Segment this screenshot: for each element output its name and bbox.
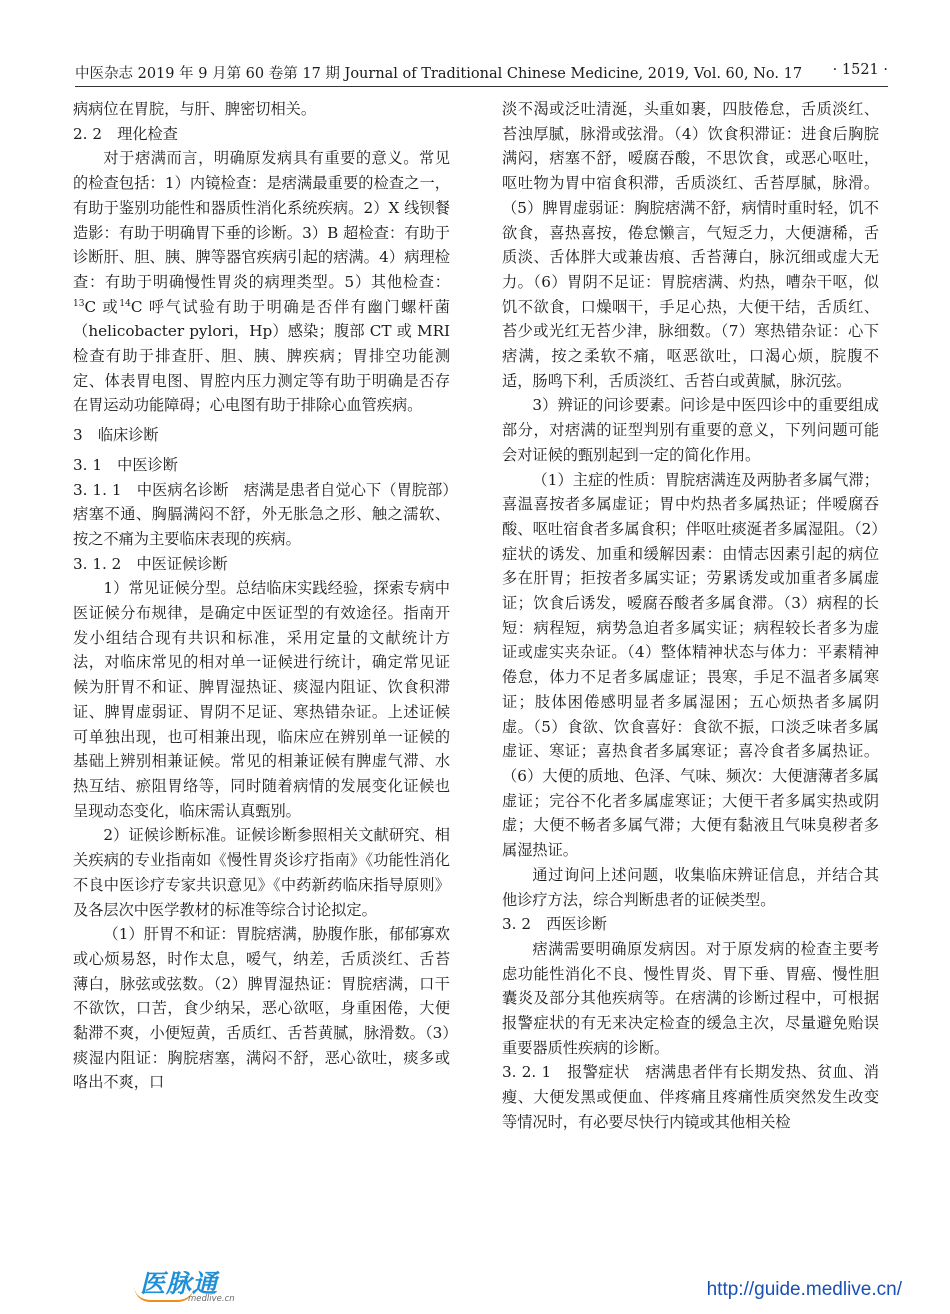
paragraph: 通过询问上述问题，收集临床辨证信息，并结合其他诊疗方法，综合判断患者的证候类型。: [502, 865, 879, 909]
section-heading: 3. 1 中医诊断: [73, 455, 178, 474]
section-heading: 3. 1. 2 中医证候诊断: [73, 554, 228, 573]
source-url-link[interactable]: http://guide.medlive.cn/: [706, 1279, 902, 1300]
section-heading: 3. 2 西医诊断: [502, 915, 607, 934]
paragraph: 3. 1. 1 中医病名诊断 痞满是患者自觉心下（胃脘部）痞塞不通、胸膈满闷不舒，外无胀急之形、触之濡软、按之不痛为主要临床表现的疾病。: [73, 480, 450, 548]
paragraph: 3）辨证的问诊要素。问诊是中医四诊中的重要组成部分，对痞满的证型判别有重要的意义，下列问题可能会对证候的甄别起到一定的简化作用。: [502, 396, 879, 464]
right-column: [502, 97, 879, 1135]
section-heading: 3 临床诊断: [73, 426, 159, 445]
page-number: · 1521 ·: [832, 62, 888, 78]
paragraph: （1）主症的性质：胃脘痞满连及两胁者多属气滞；喜温喜按者多属虚证；胃中灼热者多属热证；伴嗳腐吞酸、呕吐宿食者多属食积；伴呕吐痰涎者多属湿阻。（2）症状的诱发、加重和缓解因素：由情志因素引起的病位多在肝胃；拒按者多属实证；劳累诱发或加重者多属虚证；饮食后诱发，嗳腐吞酸者多属食滞。（3）病程的长短：病程短，病势急迫者多属实证；病程较长者多为虚证或虚实夹杂证。（4）整体精神状态与体力：平素精神倦怠，体力不足者多属虚证；畏寒，手足不温者多属寒证；肢体困倦感明显者多属湿困；五心烦热者多属阴虚。（5）食欲、饮食喜好：食欲不振，口淡乏味者多属虚证、寒证；喜热食者多属寒证；喜冷食者多属热证。（6）大便的质地、色泽、气味、频次：大便溏薄者多属虚证；完谷不化者多属虚寒证；大便干者多属实热或阴虚；大便不畅者多属气滞；大便有黏液且气味臭秽者多属湿热证。: [502, 470, 879, 860]
paragraph: 痞满需要明确原发病因。对于原发病的检查主要考虑功能性消化不良、慢性胃炎、胃下垂、胃癌、慢性胆囊炎及部分其他疾病等。在痞满的诊断过程中，可根据报警症状的有无来决定检查的缓急主次，尽量避免贻误重要器质性疾病的诊断。: [502, 939, 879, 1057]
paragraph: 2）证候诊断标准。证候诊断参照相关文献研究、相关疾病的专业指南如《慢性胃炎诊疗指南》《功能性消化不良中医诊疗专家共识意见》《中药新药临床指导原则》及各层次中医学教材的标准等综合讨论拟定。: [73, 826, 450, 919]
paragraph: 对于痞满而言，明确原发病具有重要的意义。常见的检查包括：1）内镜检查：是痞满最重要的检查之一，有助于鉴别功能性和器质性消化系统疾病。2）X 线钡餐造影：有助于明确胃下垂的诊断。3）B 超检查：有助于诊断肝、胆、胰、脾等器官疾病引起的痞满。4）病理检查：有助于明确慢性胃炎的病理类型。5）其他检查：$^{13}$C 或$^{14}$C 呼气试验有助于明确是否伴有幽门螺杆菌（helicobacter pylori，Hp）感染；腹部 CT 或 MRI 检查有助于排查肝、胆、胰、脾疾病；胃排空功能测定、体表胃电图、胃腔内压力测定等有助于明确是否存在胃运动功能障碍；心电图有助于排除心血管疾病。: [73, 149, 450, 415]
medlive-logo: [134, 1264, 244, 1308]
left-column: [73, 97, 450, 1095]
logo-text: 医脉通: [140, 1269, 219, 1298]
paragraph: 1）常见证候分型。总结临床实践经验，探索专病中医证候分布规律，是确定中医证型的有效途径。指南开发小组结合现有共识和标准，采用定量的文献统计方法，对临床常见的相对单一证候进行统计，确定常见证候为肝胃不和证、脾胃湿热证、痰湿内阻证、饮食积滞证、脾胃虚弱证、胃阴不足证、寒热错杂证。上述证候可单独出现，也可相兼出现，临床应在辨别单一证候的基础上辨别相兼证候。常见的相兼证候有脾虚气滞、水热互结、瘀阻胃络等，同时随着病情的发展变化证候也呈现动态变化，临床需认真甄别。: [73, 579, 450, 820]
paragraph: 3. 2. 1 报警症状 痞满患者伴有长期发热、贫血、消瘦、大便发黑或便血、伴疼痛且疼痛性质突然发生改变等情况时，有必要尽快行内镜或其他相关检: [502, 1063, 879, 1131]
running-header: [75, 58, 888, 87]
paragraph: 淡不渴或泛吐清涎，头重如裹，四肢倦怠，舌质淡红、苔浊厚腻，脉滑或弦滑。（4）饮食积滞证：进食后胸脘满闷，痞塞不舒，嗳腐吞酸，不思饮食，或恶心呕吐，呕吐物为胃中宿食积滞，舌质淡红、舌苔厚腻，脉滑。（5）脾胃虚弱证：胸脘痞满不舒，病情时重时轻，饥不欲食，喜热喜按，倦怠懒言，气短乏力，大便溏稀，舌质淡、舌体胖大或兼齿痕、舌苔薄白，脉沉细或虚大无力。（6）胃阴不足证：胃脘痞满、灼热，嘈杂干呕，似饥不欲食，口燥咽干，手足心热，大便干结，舌质红、苔少或光红无苔少津，脉细数。（7）寒热错杂证：心下痞满，按之柔软不痛，呕恶欲吐，口渴心烦，脘腹不适，肠鸣下利，舌质淡红、舌苔白或黄腻，脉沉弦。: [502, 100, 879, 390]
paragraph: 病病位在胃脘，与肝、脾密切相关。: [73, 100, 316, 118]
section-heading: 2. 2 理化检查: [73, 124, 178, 143]
paragraph: （1）肝胃不和证：胃脘痞满，胁腹作胀，郁郁寡欢或心烦易怒，时作太息，嗳气，纳差，舌质淡红、舌苔薄白，脉弦或弦数。（2）脾胃湿热证：胃脘痞满，口干不欲饮，口苦，食少纳呆，恶心欲呕，身重困倦，大便黏滞不爽，小便短黄，舌质红、舌苔黄腻，脉滑数。（3）痰湿内阻证：胸脘痞塞，满闷不舒，恶心欲吐，痰多或咯出不爽，口: [73, 925, 450, 1092]
logo-subtext: medlive.cn: [188, 1294, 235, 1304]
journal-citation: 中医杂志 2019 年 9 月第 60 卷第 17 期 Journal of Traditional Chinese Medicine, 2019, Vol. 60, No. 17: [75, 66, 803, 82]
